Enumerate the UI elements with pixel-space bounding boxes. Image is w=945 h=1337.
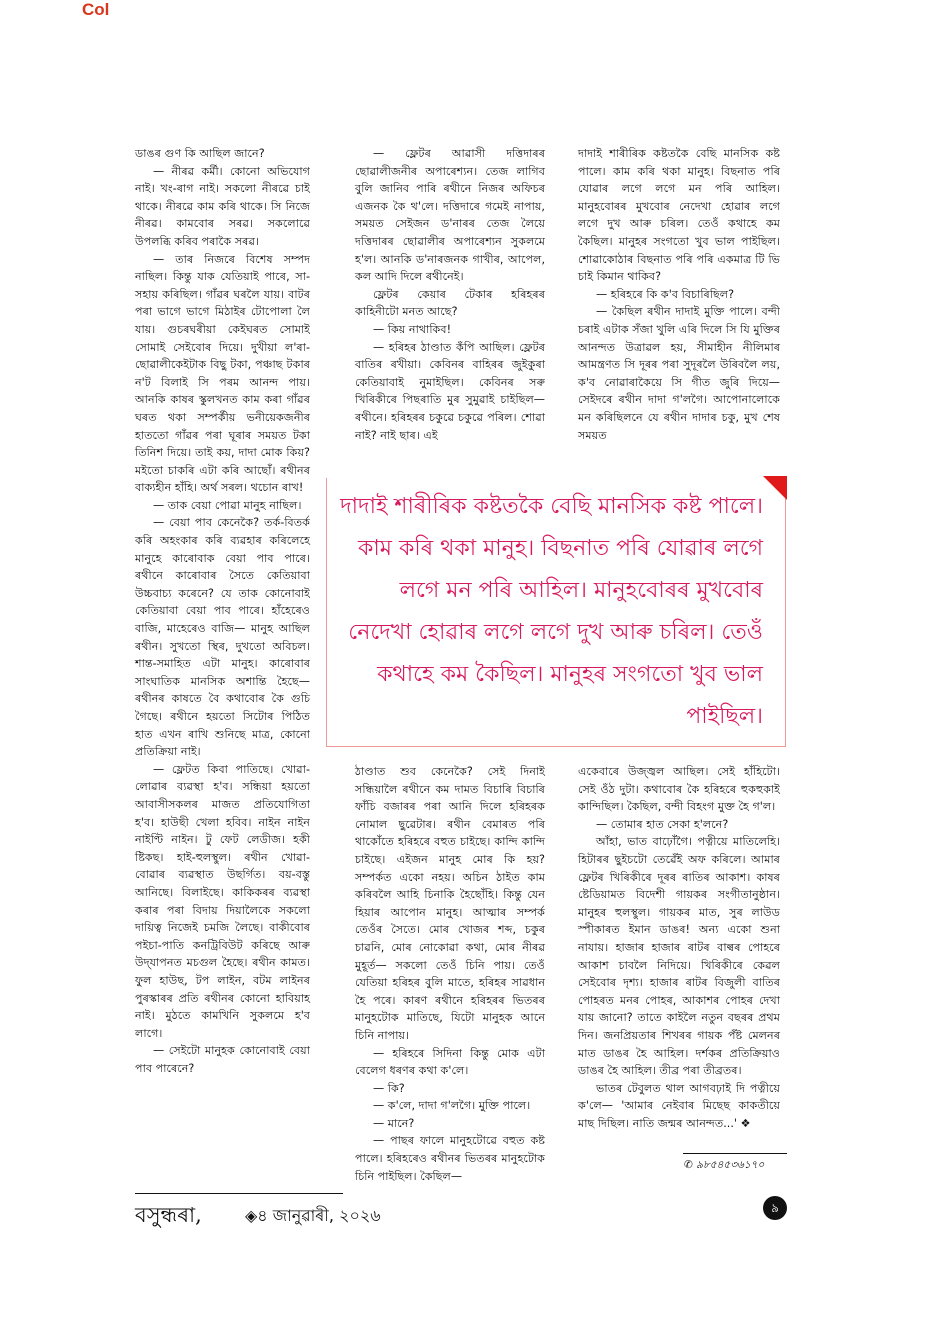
- paragraph: ভাতৰ টেবুলত থাল আগবঢ়াই দি পত্নীয়ে ক'লে— 'আমাৰ নেইবাৰ মিছেছ কাকতীয়ে মাছ দিছিল। নাতি জন্মৰ আনন্দত...' ❖: [578, 1081, 780, 1130]
- paragraph: ঠাণ্ডাত শুব কেনেকৈ? সেই দিনাই সন্ধিয়ালৈ ৰথীনে কম দামত বিচাৰি বিচাৰি ফাঁচি বজাৰৰ পৰা আনি দিলে হৰিহৰক নোমাল ছুৱেটাৰ। ৰথীন বেমাৰত পৰি থাকোঁতে হৰিহৰে বহুত চাইছে। কান্দি কান্দি চাইছে। এইজন মানুহ মোৰ কি হয়? সম্পৰ্কত একো নহয়। অচিন ঠাইত কাম কৰিবলৈ আহি চিনাকি হৈছোঁহি। কিন্তু যেন হিয়াৰ আপোন মানুহ। আত্মাৰ সম্পৰ্ক তেওঁৰ সৈতে। মোৰ খোজৰ শব্দ, চকুৰ চাৱনি, মোৰ নোকোৱা কথা, মোৰ নীৰৱ মুহূৰ্ত— সকলো তেওঁ চিনি পায়। তেওঁ যেতিয়া হৰিহৰ বুলি মাতে, হৰিহৰ সাৱধান হৈ পৰে। কাৰণ ৰথীনে হৰিহৰৰ ভিতৰৰ মানুহটোক মাতিছে, যিটো মানুহক আনে চিনি নাপায়।: [355, 765, 545, 1042]
- paragraph: ফ্লেটৰ কেয়াৰ টেকাৰ হৰিহৰৰ কাহিনীটো মনত আছে?: [355, 287, 545, 319]
- paragraph: — ফ্লেটৰ আৱাসী দত্তিদাৰৰ ছোৱালীজনীৰ অপাৰেশ্যন। তেজ লাগিব বুলি জানিব পাৰি ৰথীনে নিজৰ অফিচৰ এজনক কৈ থ'লে। দত্তিদাৰে গমেই নাপায়, সময়ত সেইজন ড'নাৰৰ তেজ লৈয়ে দত্তিদাৰৰ ছোৱালীৰ অপাৰেশ্যন সুকলমে হ'ল। আনকি ড'নাৰজনক গাখীৰ, আপেল, কল আদি দিলে ৰথীনেই।: [355, 147, 545, 284]
- paragraph: — কি?: [373, 1081, 405, 1095]
- paragraph: দাদাই শাৰীৰিক কষ্টতকৈ বেছি মানসিক কষ্ট পালে। কাম কৰি থকা মানুহ। বিছনাত পৰি যোৱাৰ লগে লগে মন পৰি আহিল। মানুহবোৰৰ মুখবোৰ নেদেখা হোৱাৰ লগে লগে দুখ আৰু চৰিল। তেওঁ কথাহে কম কৈছিল। মানুহৰ সংগতো খুব ভাল পাইছিল। শোৱাকোঠাৰ বিছনাত পৰি পৰি একমাত্ৰ টি ভি চাই কিমান থাকিব?: [578, 147, 780, 284]
- column-3-bottom: [578, 763, 780, 1132]
- divider: [683, 1153, 787, 1154]
- logo: Col: [82, 0, 110, 19]
- paragraph: — বেয়া পাব কেনেকৈ? তৰ্ক-বিতৰ্ক কৰি অহংকাৰ কৰি ব্যৱহাৰ কৰিলেহে মানুহে কাৰোবাক বেয়া পাব পাৰে। ৰথীনে কাৰোবাৰ সৈতে কেতিয়াবা উচ্চবাচ্য কৰেনে? যে তাক কোনোবাই কেতিয়াবা বেয়া পাব পাৰে। হাঁহেৰেও বাজি, মাহেৰেও বাজি— মানুহ আছিল ৰথীন। সুখতো স্থিৰ, দুখতো অবিচল। শান্ত-সমাহিত এটা মানুহ। কাৰোবাৰ সাংঘাতিক মানসিক অশান্তি হৈছে— ৰথীনৰ কাষতে বৈ কথাবোৰ কৈ গুচি গৈছে। ৰথীনে হয়তো সিটোৰ পিঠিত হাত এখন ৰাখি শুনিছে মাত্ৰ, কোনো প্ৰতিক্ৰিয়া নাই।: [135, 516, 310, 759]
- paragraph: একেবাৰে উজ্জ্বল আছিল। সেই হাঁহিটো। সেই ওঁঠ দুটা। কথাবোৰ কৈ হৰিহৰে হুকহুকাই কান্দিছিল। কৈছিল, বন্দী বিহংগ মুক্ত হৈ গ'ল।: [578, 765, 780, 814]
- column-3-top: [578, 145, 780, 444]
- paragraph: — ফ্লেটত কিবা পাতিছে। খোৱা-লোৱাৰ ব্যৱস্থা হ'ব। সন্ধিয়া হয়তো আবাসীসকলৰ মাজত প্ৰতিযোগিতা হ'ব। হাউছী খেলা হবিব। নাইন নাইন নাইণ্টি নাইন। টু ফেট লেডীজ। হকী ষ্টিকছ। হাই-হুলস্থুল। ৰথীন খোৱা-বোৱাৰ ব্যৱস্থাত উছৰ্গিত। বয়-বস্তু আনিছে। বিলাইছে। কাকিকৰৰ ব্যৱস্থা কৰাৰ পৰা বিদায় দিয়ালৈকে সকলো দায়িত্ব নিজেই চমজি লৈছে। বাকীবোৰ পইচা-পাতি কনট্ৰিবিউট কৰিছে আৰু উদ্‌যাপনত মচগুল হৈছে। ৰথীন কামত। ফুল হাউছ, টপ লাইন, বটম লাইনৰ পুৰস্কাৰৰ প্ৰতি ৰথীনৰ কোনো হাবিয়াহ নাই। মুঠতে কামখিনি সুকলমে হ'ব লাগে।: [135, 762, 310, 1040]
- column-2-top: [355, 145, 545, 444]
- column-1: [135, 145, 310, 1077]
- magazine-name: বসুন্ধৰা,: [135, 1203, 202, 1227]
- paragraph: — ক'লে, দাদা গ'লগৈ। মুক্তি পালে।: [373, 1099, 531, 1113]
- paragraph: — কিয় নাথাকিব!: [373, 322, 452, 336]
- footer-divider: [135, 1193, 343, 1194]
- paragraph: — তোমাৰ হাত সেকা হ'লনে?: [596, 817, 729, 831]
- pull-quote-box: [326, 478, 786, 747]
- page-number: ৯: [763, 1196, 787, 1220]
- paragraph: — হৰিহৰে কি ক'ব বিচাৰিছিল?: [596, 287, 735, 301]
- corner-accent: [763, 476, 787, 500]
- paragraph: — কৈছিল ৰথীন দাদাই মুক্তি পালে। বন্দী চৰাই এটাক সঁজা খুলি এৰি দিলে সি যি মুক্তিৰ আনন্দত উত্ৰাৱল হয়, সীমাহীন নীলিমাৰ আমন্ত্ৰণত সি দূৰৰ পৰা সুদূৰলৈ উৰিবলৈ লয়, ক'ব নোৱাৰাকৈয়ে সি গীত জুৰি দিয়ে— সেইদৰে ৰথীন দাদা গ'লগৈ। আপোনালোকে মন কৰিছিলনে যে ৰথীন দাদাৰ চকু, মুখ শেষ সময়ত: [578, 305, 780, 442]
- paragraph: — নীৰৱ কৰ্মী। কোনো অভিযোগ নাই। খং-ৰাগ নাই। সকলো নীৰৱে চাই থাকে। নীৰৱে কাম কৰি থাকে। সি নিজে নীৰৱ। কামবোৰ সৰৱ। সকলোৱে উপলব্ধি কৰিব পৰাকৈ সৰৱ।: [135, 164, 310, 248]
- issue-date: ◈৪ জানুৱাৰী, ২০২৬: [245, 1206, 381, 1225]
- paragraph: — পাছৰ ফালে মানুহটোৱে বহুত কষ্ট পালে। হৰিহৰেও ৰথীনৰ ভিতৰৰ মানুহটোক চিনি পাইছিল। কৈছিল—: [355, 1134, 545, 1183]
- author-phone: ✆ ৯৮৫৪৫৩৬১৭০: [684, 1159, 765, 1171]
- pull-quote-text: দাদাই শাৰীৰিক কষ্টতকৈ বেছি মানসিক কষ্ট পালে। কাম কৰি থকা মানুহ। বিছনাত পৰি যোৱাৰ লগে লগে মন পৰি আহিল। মানুহবোৰৰ মুখবোৰ নেদেখা হোৱাৰ লগে লগে দুখ আৰু চৰিল। তেওঁ কথাহে কম কৈছিল। মানুহৰ সংগতো খুব ভাল পাইছিল।: [340, 494, 763, 729]
- paragraph: — তাক বেয়া পোৱা মানুহ নাছিল।: [153, 498, 302, 512]
- paragraph: — তাৰ নিজৰে বিশেষ সম্পদ নাছিল। কিন্তু যাক যেতিয়াই পাৰে, সা-সহায় কৰিছিল। গাঁৱৰ ঘৰলৈ যায়। বাটৰ পৰা ভাগে ভাগে মিঠাইৰ টোপোলা লৈ যায়। গুচৰঘৰীয়া কেইঘৰত সোমাই সোমাই সেইবোৰ দিয়ে। দুখীয়া ল'ৰা-ছোৱালীকেইটাক বিছু টকা, পঞ্চাছ টকাৰ ন'ট বিলাই সি পৰম আনন্দ পায়। আনকি কাষৰ স্কুলখনত কাম কৰা গাঁৱৰ ঘৰত থকা সম্পৰ্কীয় ভনীয়েকজনীৰ হাততো গাঁৱৰ পৰা ঘূৰাৰ সময়ত টকা তিনিশ দিয়ে। তাই কয়, দাদা মোক কিয়? মইতো চাকৰি এটা কৰি আছোঁ। ৰথীনৰ বাক্যহীন হাঁহি। অৰ্থ সৰল। থচোন ৰাখ!: [135, 252, 310, 495]
- paragraph: ডাঙৰ গুণ কি আছিল জানে?: [135, 147, 265, 160]
- paragraph: — সেইটো মানুহক কোনোবাই বেয়া পাব পাৰেনে?: [135, 1044, 310, 1075]
- column-2-bottom: [355, 763, 545, 1185]
- paragraph: — হৰিহৰে সিদিনা কিন্তু মোক এটা বেলেগ ধৰণৰ কথা ক'লে।: [355, 1046, 545, 1078]
- paragraph: — হৰিহৰ ঠাণ্ডাত কঁপি আছিল। ফ্লেটৰ বাতিৰ ৰখীয়া। কেবিনৰ বাহিৰৰ জুইকুৰা কেতিয়াবাই নুমাইছিল। কেবিনৰ সৰু খিৰিকীৰে পিছৰাতি মুৰ সুমুৱাই চাইছিল— ৰথীনে। হৰিহৰৰ চকুৱে চকুৱে পৰিল। শোৱা নাই? নাই ছাৰ। এই: [355, 340, 545, 442]
- paragraph: আঁহা, ভাত বাঢ়োঁগৈ। পত্নীয়ে মাতিলেহি। হিটাৰৰ ছুইচটো তেৱেঁই অফ কৰিলে। আমাৰ ফ্লেটৰ খিৰিকীৰে দূৰৰ ৰাতিৰ আকাশ। কাষৰ ষ্টেডিয়ামত বিদেশী গায়কৰ সংগীতানুষ্ঠান। মানুহৰ হুলস্থুল। গায়কৰ মাত, সুৰ লাউড স্পীকাৰত ইমান ডাঙৰ! অন্য একো শুনা নাযায়। হাজাৰ হাজাৰ ৰাটৰ বাল্বৰ পোহৰে আকাশ চাবলৈ নিদিয়ে। খিৰিকীৰে কেৱল সেইবোৰ দৃশ্য। হাজাৰ ৰাটৰ বিজুলী বাতিৰ পোহৰত মনৰ পোহৰ, আকাশৰ পোহৰ দেখা যায় জানো? তাতে কাইলৈ নতুন বছৰৰ প্ৰথম দিন। জনপ্ৰিয়তাৰ শিখৰৰ গায়ক পঁষ্ট মেলনৰ মাত ডাঙৰ হৈ আহিল। দৰ্শকৰ প্ৰতিক্ৰিয়াও ডাঙৰ হৈ আহিল। তীব্ৰ পৰা তীব্ৰতৰ।: [578, 835, 780, 1078]
- paragraph: — মানে?: [373, 1116, 415, 1130]
